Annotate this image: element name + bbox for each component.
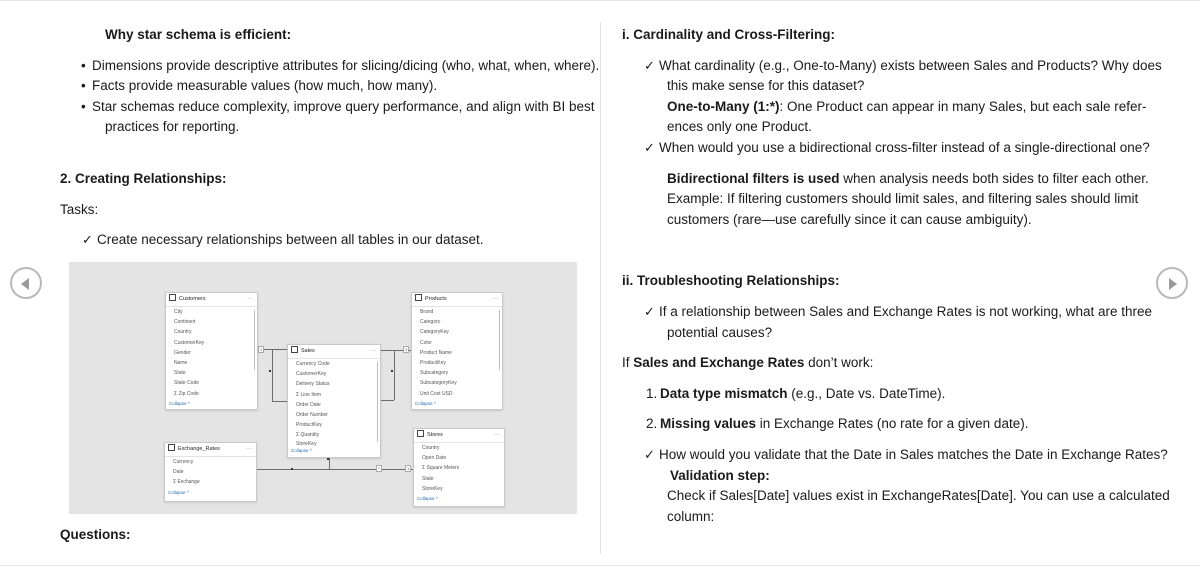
cause-text: in Exchange Rates (no rate for a given date). [756, 416, 1029, 431]
field-row: State Code [174, 380, 200, 387]
scrollbar[interactable] [499, 310, 500, 370]
bullet-star-schemas-cont: practices for reporting. [105, 119, 240, 134]
cause-bold: Missing values [660, 416, 757, 431]
validation-line1: Check if Sales[Date] values exist in ExchangeRates[Date]. You can use a calculated [667, 488, 1170, 503]
answer-crossfilter [667, 169, 1149, 190]
cause-number: 2. [646, 416, 658, 431]
more-options-icon[interactable]: ··· [370, 348, 376, 354]
field-row: CategoryKey [420, 329, 449, 336]
field-row: CustomerKey [296, 371, 327, 378]
scrollbar[interactable] [254, 310, 255, 370]
column-divider [600, 22, 601, 554]
field-row: Unit Cost USD [420, 390, 453, 397]
field-row: Color [420, 339, 432, 346]
table-icon [168, 444, 175, 451]
cause-number: 1. [646, 386, 658, 401]
collapse-link[interactable]: Collapse ^ [291, 447, 312, 453]
field-row: Date [173, 469, 184, 476]
field-row: ProductKey [420, 360, 446, 367]
card-many: * [378, 466, 380, 471]
validation-line2: column: [667, 509, 715, 524]
field-row: Gender [174, 349, 191, 356]
rel-arrow-dot [391, 370, 393, 372]
answer-cardinality-cont: ences only one Product. [667, 119, 812, 134]
card-one: 1 [405, 347, 408, 352]
if-post: don’t work: [804, 355, 874, 370]
section-2-heading: 2. Creating Relationships: [60, 171, 227, 186]
field-row: State [174, 370, 186, 377]
why-star-heading: Why star schema is efficient: [105, 27, 292, 42]
field-row: CustomerKey [174, 339, 205, 346]
if-pre: If [622, 355, 634, 370]
more-options-icon[interactable]: ··· [247, 296, 253, 302]
field-row: Order Date [296, 401, 321, 408]
question-crossfilter: ✓ When would you use a bidirectional cross-filter instead of a single-directional one? [659, 138, 1150, 159]
collapse-link[interactable]: Collapse ^ [169, 400, 190, 406]
bottom-rule [0, 565, 1200, 566]
answer-cardinality [667, 97, 1146, 118]
bullet-dimensions: • Dimensions provide descriptive attributes for slicing/dicing (who, what, when, where). [92, 56, 599, 77]
cause-text: (e.g., Date vs. DateTime). [787, 386, 946, 401]
more-options-icon[interactable]: ··· [492, 296, 498, 302]
answer-crossfilter-text: when analysis needs both sides to filter each other. [839, 171, 1149, 186]
rel-arrow-dot [291, 468, 293, 470]
previous-slide-button[interactable] [10, 267, 42, 299]
rel-line-sales-products-v [394, 350, 395, 400]
next-slide-button[interactable] [1156, 267, 1188, 299]
customers-table-card[interactable] [165, 292, 258, 410]
field-row: Subcategory [420, 370, 449, 377]
bullet-facts: • Facts provide measurable values (how much, how many). [92, 76, 437, 97]
field-row: Currency Code [296, 361, 330, 367]
chevron-right-icon [1169, 278, 1177, 290]
stores-table-header [414, 429, 504, 443]
field-row: Name [174, 360, 188, 367]
products-table-header [412, 293, 502, 307]
field-row: Country [174, 329, 192, 336]
field-row: Country [422, 445, 440, 451]
cause-bold: Data type mismatch [660, 386, 788, 401]
field-row: StoreKey [296, 440, 317, 447]
collapse-link[interactable]: Collapse ^ [417, 496, 438, 502]
card-one: 1 [260, 347, 263, 352]
cause-item-1 [646, 384, 946, 405]
table-icon [291, 346, 298, 353]
rel-line-customers-sales-v [272, 349, 273, 401]
stores-table-card[interactable] [413, 428, 505, 507]
field-row: Continent [174, 319, 196, 326]
if-statement [622, 353, 873, 374]
chevron-left-icon [21, 278, 29, 290]
question-cardinality: ✓ What cardinality (e.g., One-to-Many) exists between Sales and Products? Why does [659, 56, 1162, 77]
products-table-title: Products [425, 296, 447, 302]
answer-crossfilter-line3: customers (rare—use carefully since it can cause ambiguity). [667, 212, 1032, 227]
field-row: Currency [173, 459, 194, 465]
answer-crossfilter-bold: Bidirectional filters is used [667, 171, 840, 186]
relationship-diagram [69, 262, 577, 514]
field-row: City [174, 309, 183, 315]
answer-cardinality-bold: One-to-Many (1:*) [667, 99, 780, 114]
question-causes-cont: potential causes? [667, 325, 773, 340]
collapse-link[interactable]: Collapse ^ [168, 489, 189, 495]
products-table-card[interactable] [411, 292, 503, 410]
sales-table-card[interactable] [287, 344, 381, 458]
card-one: 1 [407, 466, 410, 471]
rel-line-sales-products-h [379, 400, 394, 401]
field-row: Brand [420, 309, 434, 315]
answer-cardinality-text: : One Product can appear in many Sales, but each sale refer- [779, 99, 1147, 114]
heading-troubleshooting: ii. Troubleshooting Relationships: [622, 273, 840, 288]
more-options-icon[interactable]: ··· [246, 446, 252, 452]
table-icon [169, 294, 176, 301]
question-causes: ✓ If a relationship between Sales and Exchange Rates is not working, what are three [659, 302, 1152, 323]
field-row: State [422, 475, 434, 482]
field-row: Σ Exchange [173, 479, 200, 486]
rel-arrow-dot [269, 370, 271, 372]
field-row: Σ Zip Code [174, 390, 199, 397]
exchange-rates-table-header [165, 443, 256, 457]
top-rule [0, 0, 1200, 1]
field-row: SubcategoryKey [420, 380, 457, 387]
rel-arrow-dot [327, 458, 329, 460]
field-row: Σ Square Meters [422, 465, 460, 472]
more-options-icon[interactable]: ··· [494, 432, 500, 438]
field-row: Delivery Status [296, 381, 330, 388]
questions-heading: Questions: [60, 527, 131, 542]
exchange-rates-table-title: Exchange_Rates [178, 446, 220, 452]
collapse-link[interactable]: Collapse ^ [415, 400, 436, 406]
sales-table-title: Sales [301, 348, 315, 354]
table-icon [415, 294, 422, 301]
sales-table-header [288, 345, 380, 359]
bullet-star-schemas: • Star schemas reduce complexity, improve query performance, and align with BI best [92, 97, 594, 118]
field-row: Category [420, 319, 441, 326]
customers-table-header [166, 293, 257, 307]
heading-cardinality: i. Cardinality and Cross-Filtering: [622, 27, 836, 42]
tasks-label: Tasks: [60, 202, 99, 217]
answer-crossfilter-line2: Example: If filtering customers should limit sales, and filtering sales should limit [667, 191, 1139, 206]
if-bold: Sales and Exchange Rates [633, 355, 805, 370]
exchange-rates-table-card[interactable] [164, 442, 257, 502]
field-row: ProductKey [296, 422, 322, 429]
question-cardinality-cont: this make sense for this dataset? [667, 78, 865, 93]
rel-line-customers-sales-h [272, 401, 287, 402]
field-row: Open Date [422, 455, 447, 462]
field-row: Product Name [420, 349, 452, 356]
validation-step-label: Validation step: [670, 468, 770, 483]
question-validate: ✓ How would you validate that the Date in Sales matches the Date in Exchange Rates? [659, 445, 1168, 466]
cause-item-2 [646, 414, 1029, 435]
stores-table-title: Stores [427, 432, 443, 438]
customers-table-title: Customers [179, 296, 206, 302]
field-row: Σ Quantity [296, 432, 320, 439]
task-item: ✓ Create necessary relationships between all tables in our dataset. [97, 230, 483, 251]
table-icon [417, 430, 424, 437]
scrollbar[interactable] [377, 362, 378, 442]
field-row: Order Number [296, 412, 328, 419]
field-row: StoreKey [422, 485, 443, 492]
rel-line-exchange-stores [255, 469, 413, 470]
field-row: Σ Line Item [296, 391, 322, 398]
